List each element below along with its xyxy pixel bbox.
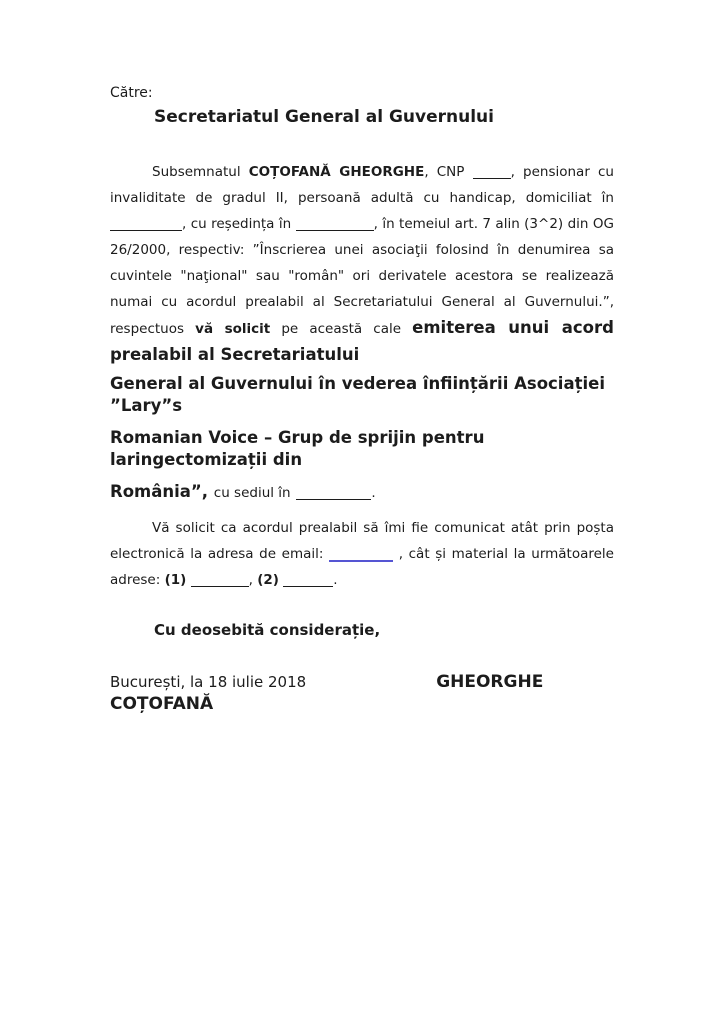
email-blank[interactable] — [329, 560, 393, 562]
address-separator: , — [248, 572, 253, 588]
salutation-to: Către: — [110, 85, 153, 101]
residence-blank[interactable] — [296, 230, 374, 231]
sentence-period: . — [333, 572, 338, 588]
address-2-label: (2) — [257, 572, 279, 588]
residence-label: , cu reședința în — [182, 216, 292, 232]
association-name-line-2: Romanian Voice – Grup de sprijin pentru laringectomizații din — [110, 428, 485, 469]
cnp-label: , CNP — [424, 164, 465, 180]
hq-period: . — [371, 485, 376, 501]
date-place-line: București, la 18 iulie 2018 — [110, 673, 307, 691]
emphasis-request: emiterea unui acord prealabil al Secretariatului — [110, 318, 614, 364]
signature-first-name: GHEORGHE — [436, 672, 544, 692]
association-name-line-1: General al Guvernului în vederea înființării Asociației ”Lary”s — [110, 374, 605, 415]
intro-text: Subsemnatul — [152, 164, 241, 180]
address-1-label: (1) — [164, 572, 187, 588]
cnp-blank[interactable] — [473, 178, 511, 179]
address-1-blank[interactable] — [191, 586, 249, 587]
association-name-line-3 — [110, 480, 614, 505]
connector-text: pe această cale — [281, 321, 402, 337]
contact-request-text: Vă solicit ca acordul prealabil să îmi fie comunicat atât prin poșta electronică la adresa de email: — [110, 520, 614, 562]
applicant-name: COȚOFANĂ GHEORGHE — [248, 164, 425, 180]
emphasis-va-solicit: vă solicit — [195, 321, 271, 337]
romania-bold: România”, — [110, 482, 209, 501]
closing-formula: Cu deosebită considerație, — [154, 621, 381, 639]
hq-label: cu sediul în — [213, 485, 291, 501]
paragraph-intro — [110, 159, 614, 369]
date-signature-row — [110, 671, 614, 693]
material-text: , cât și material la următoarele adrese: — [110, 546, 614, 588]
legal-basis-text: , în temeiul art. 7 alin (3^2) din OG 26/2000, respectiv: ”Înscrierea unei asociaţii folosind în denumirea sa cuvintele "naţional" sau "român" ori derivatele acestora se realizează numai cu acordul prealabil al Secretariatului General al Guvernului.”, respectuos — [110, 216, 614, 337]
hq-blank[interactable] — [296, 499, 371, 500]
address-2-blank[interactable] — [283, 586, 333, 587]
recipient-name: Secretariatul General al Guvernului — [154, 107, 494, 127]
paragraph-contact — [110, 515, 614, 593]
domicile-blank[interactable] — [110, 230, 182, 231]
signature-last-name: COȚOFANĂ — [110, 694, 214, 714]
status-text: , pensionar cu invaliditate de gradul II, persoană adultă cu handicap, domiciliat în — [110, 164, 614, 206]
